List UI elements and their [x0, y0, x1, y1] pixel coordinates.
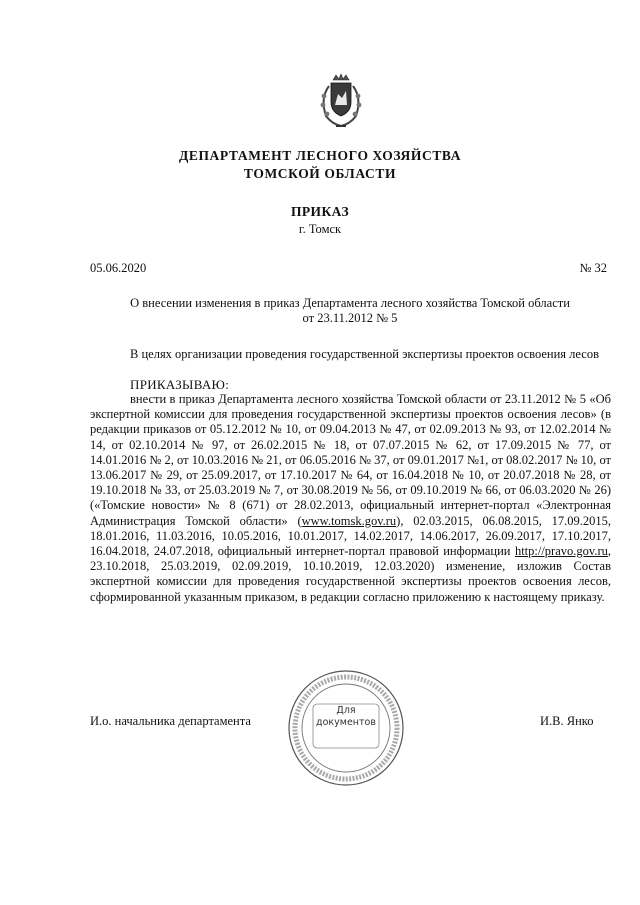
subject-line2: от 23.11.2012 № 5 — [302, 311, 398, 325]
tomsk-coat-of-arms-icon — [316, 72, 366, 130]
pravo-gov-link[interactable]: http://pravo.gov.ru — [514, 544, 608, 559]
main-text-part3: , 23.10.2018, 25.03.2019, 02.09.2019, 10.10.2019, 12.03.2020) изменение, изложив Состав экспертной комиссии для проведения государственной экспертизы проектов освоения лесов, сформированной указанным приказом, в редакции согласно приложению к настоящему приказу. — [90, 544, 611, 604]
stamp-label-line2: документов — [316, 717, 376, 728]
document-date: 05.06.2020 — [90, 261, 147, 275]
tomsk-gov-link[interactable]: www.tomsk.gov.ru — [301, 513, 397, 528]
document-city: г. Томск — [298, 222, 342, 236]
organization-name-line1: ДЕПАРТАМЕНТ ЛЕСНОГО ХОЗЯЙСТВА — [178, 148, 462, 163]
organization-name-line2: ТОМСКОЙ ОБЛАСТИ — [243, 166, 397, 181]
signatory-name: И.В. Янко — [540, 714, 594, 728]
main-text-part2: ), 02.03.2015, 06.08.2015, 17.09.2015, 18.01.2016, 11.03.2016, 10.05.2016, 10.01.2017, 14.02.2017, 14.06.2017, 26.09.2017, 17.10.2017, 16.04.2018, 24.07.2018, официальный интернет-портал правовой информации — [90, 513, 611, 559]
document-subject — [90, 296, 610, 326]
document-number: № 32 — [579, 261, 607, 275]
subject-line1: О внесении изменения в приказ Департамента лесного хозяйства Томской области — [130, 296, 570, 310]
document-type-title: ПРИКАЗ — [291, 204, 349, 219]
main-paragraph — [90, 392, 611, 605]
intro-paragraph: В целях организации проведения государственной экспертизы проектов освоения лесов — [130, 347, 599, 361]
main-text-part1: внести в приказ Департамента лесного хозяйства Томской области от 23.11.2012 № 5 «Об экспертной комиссии для проведения государственной экспертизы проектов освоения лесов» (в редакции приказов от 05.12.2012 № 10, от 09.04.2013 № 47, от 02.09.2013 № 93, от 12.02.2014 № 14, от 02.10.2014 № 97, от 26.02.2015 № 18, от 07.07.2015 № 62, от 17.09.2015 № 77, от 14.01.2016 № 2, от 10.03.2016 № 21, от 06.05.2016 № 37, от 09.01.2017 №1, от 08.02.2017 № 10, от 13.06.2017 № 29, от 25.09.2017, от 17.10.2017 № 64, от 16.04.2018 № 10, от 20.07.2018 № 28, от 19.10.2018 № 33, от 25.03.2019 № 7, от 30.08.2019 № 56, от 09.10.2019 № 66, от 06.03.2020 № 26) («Томские новости» № 8 (671) от 28.02.2013, официальный интернет-портал «Электронная Администрация Томской области» ( — [90, 392, 611, 528]
stamp-label — [316, 705, 376, 729]
stamp-label-line1: Для — [336, 705, 356, 716]
decree-word: ПРИКАЗЫВАЮ: — [130, 377, 230, 392]
signatory-role: И.о. начальника департамента — [90, 714, 251, 728]
